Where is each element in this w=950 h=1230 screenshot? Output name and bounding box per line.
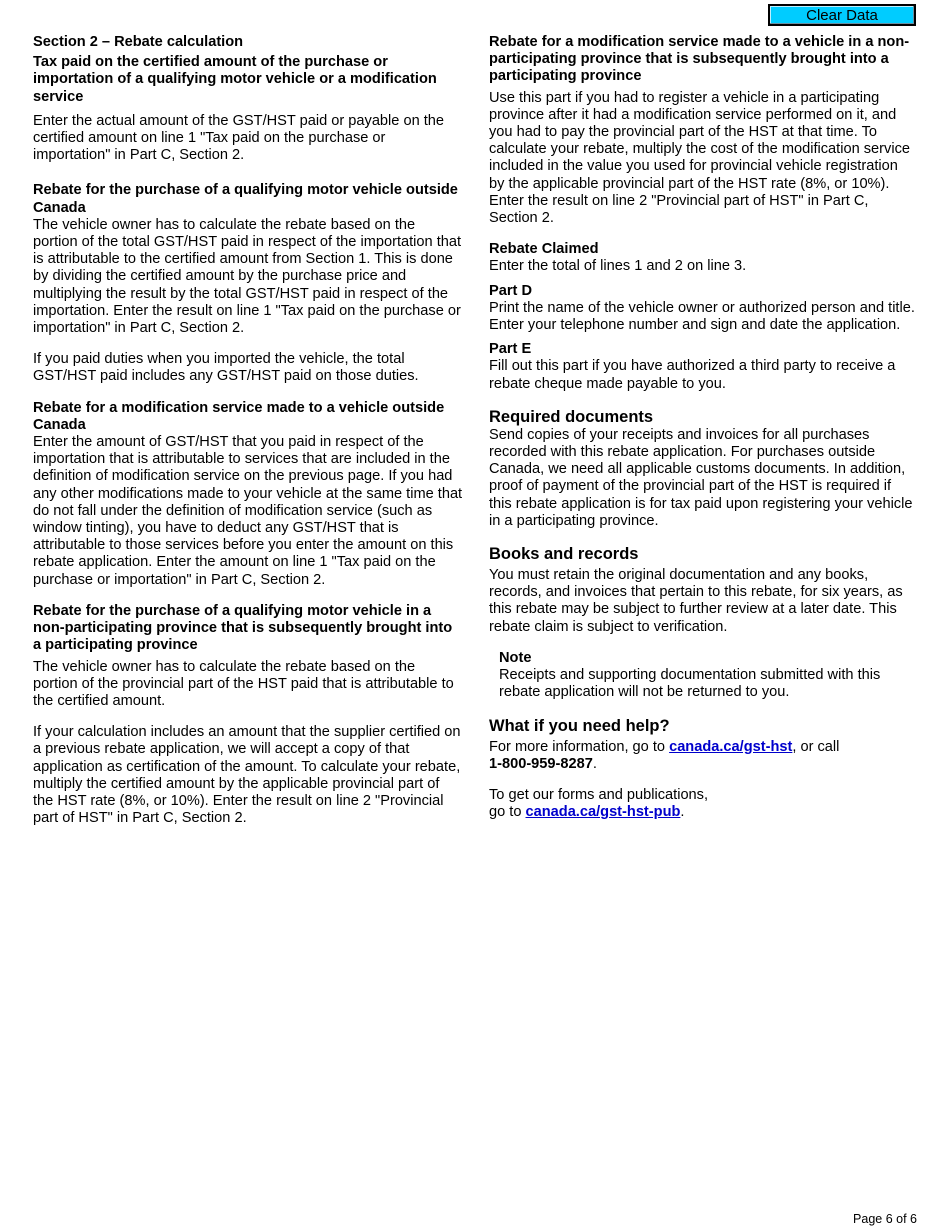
right-column [489,34,917,821]
page-number: Page 6 of 6 [853,1212,917,1226]
forms-text-1: To get our forms and publications, [489,786,709,803]
gst-hst-pub-link[interactable]: canada.ca/gst-hst-pub [525,804,681,821]
section-title: Section 2 – Rebate calculation [33,34,244,50]
help-text-1: For more information, go to [489,738,670,755]
gst-hst-link[interactable]: canada.ca/gst-hst [669,738,793,755]
forms-paragraph [489,787,917,821]
rebate-claimed-body: Enter the total of lines 1 and 2 on line 3. [489,258,747,275]
left-column [33,34,463,827]
mod-outside-body: Enter the amount of GST/HST that you paid in respect of the importation that is attributable to services that are included in the definition of modification service on the previous page. If you had any other modifications made to your vehicle at the same time that do not fall under the definition of modification service (such as window tinting), you have to deduct any GST/HST that is attributable to those services before you enter the amount on this rebate application. Enter the amount on line 1 "Tax paid on the purchase or importation" in Part C, Section 2. [33,434,463,588]
purchase-nonpart-body-1: The vehicle owner has to calculate the rebate based on the portion of the provincial part of the HST paid that is attributable to the certified amount. [33,658,454,709]
tax-paid-heading: Tax paid on the certified amount of the purchase or importation of a qualifying motor vehicle or a modification service [33,54,437,105]
purchase-outside-body-1: The vehicle owner has to calculate the rebate based on the portion of the total GST/HST paid in respect of the importation that is attributable to the certified amount from Section 1. This is done by dividing the certified amount by the purchase price and multiplying the result by the total GST/HST paid in respect of the importation. Enter the result on line 1 "Tax paid on the purchase or importation" in Part C, Section 2. [33,216,462,337]
purchase-nonpart-heading: Rebate for the purchase of a qualifying motor vehicle in a non-participating province that is subsequently brought into a participating province [33,602,453,654]
note-heading: Note [499,649,532,666]
clear-data-button[interactable]: Clear Data [768,4,916,26]
note-body: Receipts and supporting documentation submitted with this rebate application will not be returned to you. [499,667,881,701]
part-d-body: Print the name of the vehicle owner or authorized person and title. Enter your telephone number and sign and date the application. [489,299,915,334]
help-heading: What if you need help? [489,716,670,735]
help-paragraph [489,739,917,773]
part-d-heading: Part D [489,282,532,299]
required-documents-heading: Required documents [489,407,654,426]
note-box [499,650,917,702]
part-e-body: Fill out this part if you have authorized a third party to receive a rebate cheque made payable to you. [489,358,896,392]
forms-text-3: . [680,804,685,821]
required-documents-body: Send copies of your receipts and invoices for all purchases recorded with this rebate application. For purchases outside Canada, we need all applicable customs documents. In addition, proof of payment of the provincial part of the HST is required if this rebate application is for tax paid upon registering your vehicle in a participating province. [489,426,913,529]
help-phone: 1-800-959-8287 [489,755,593,772]
help-text-3: . [592,755,597,772]
rebate-claimed-heading: Rebate Claimed [489,241,599,258]
books-records-body: You must retain the original documentation and any books, records, and invoices that pertain to this rebate, for six years, as this rebate may be subject to further review at a later date. This rebate claim is subject to verification. [489,567,903,635]
purchase-outside-heading: Rebate for the purchase of a qualifying motor vehicle outside Canada [33,182,458,216]
purchase-nonpart-body-2: If your calculation includes an amount that the supplier certified on a previous rebate application, we will accept a copy of that application as certification of the amount. To calculate your rebate, multiply the certified amount by the applicable provincial part of the HST rate (8%, or 10%). Enter the result on line 2 "Provincial part of HST" in Part C, Section 2. [33,724,461,827]
mod-outside-heading: Rebate for a modification service made to a vehicle outside Canada [33,399,445,433]
purchase-outside-body-2: If you paid duties when you imported the vehicle, the total GST/HST paid includes any GST/HST paid on those duties. [33,351,419,385]
forms-text-2: go to [489,804,526,821]
help-text-2: , or call [792,738,840,755]
mod-nonpart-body: Use this part if you had to register a vehicle in a participating province after it had a modification service performed on it, and you had to pay the provincial part of the HST at that time. To calculate your rebate, multiply the cost of the modification service included in the value you used for provincial vehicle registration by the applicable provincial part of the HST rate (8%, or 10%). Enter the result on line 2 "Provincial part of HST" in Part C, Section 2. [489,89,910,227]
books-records-heading: Books and records [489,545,639,564]
tax-paid-body: Enter the actual amount of the GST/HST paid or payable on the certified amount on line 1 "Tax paid on the purchase or importation" in Part C, Section 2. [33,112,445,164]
part-e-heading: Part E [489,341,532,358]
mod-nonpart-heading: Rebate for a modification service made to a vehicle in a non-participating province that is subsequently brought into a participating province [489,34,910,85]
